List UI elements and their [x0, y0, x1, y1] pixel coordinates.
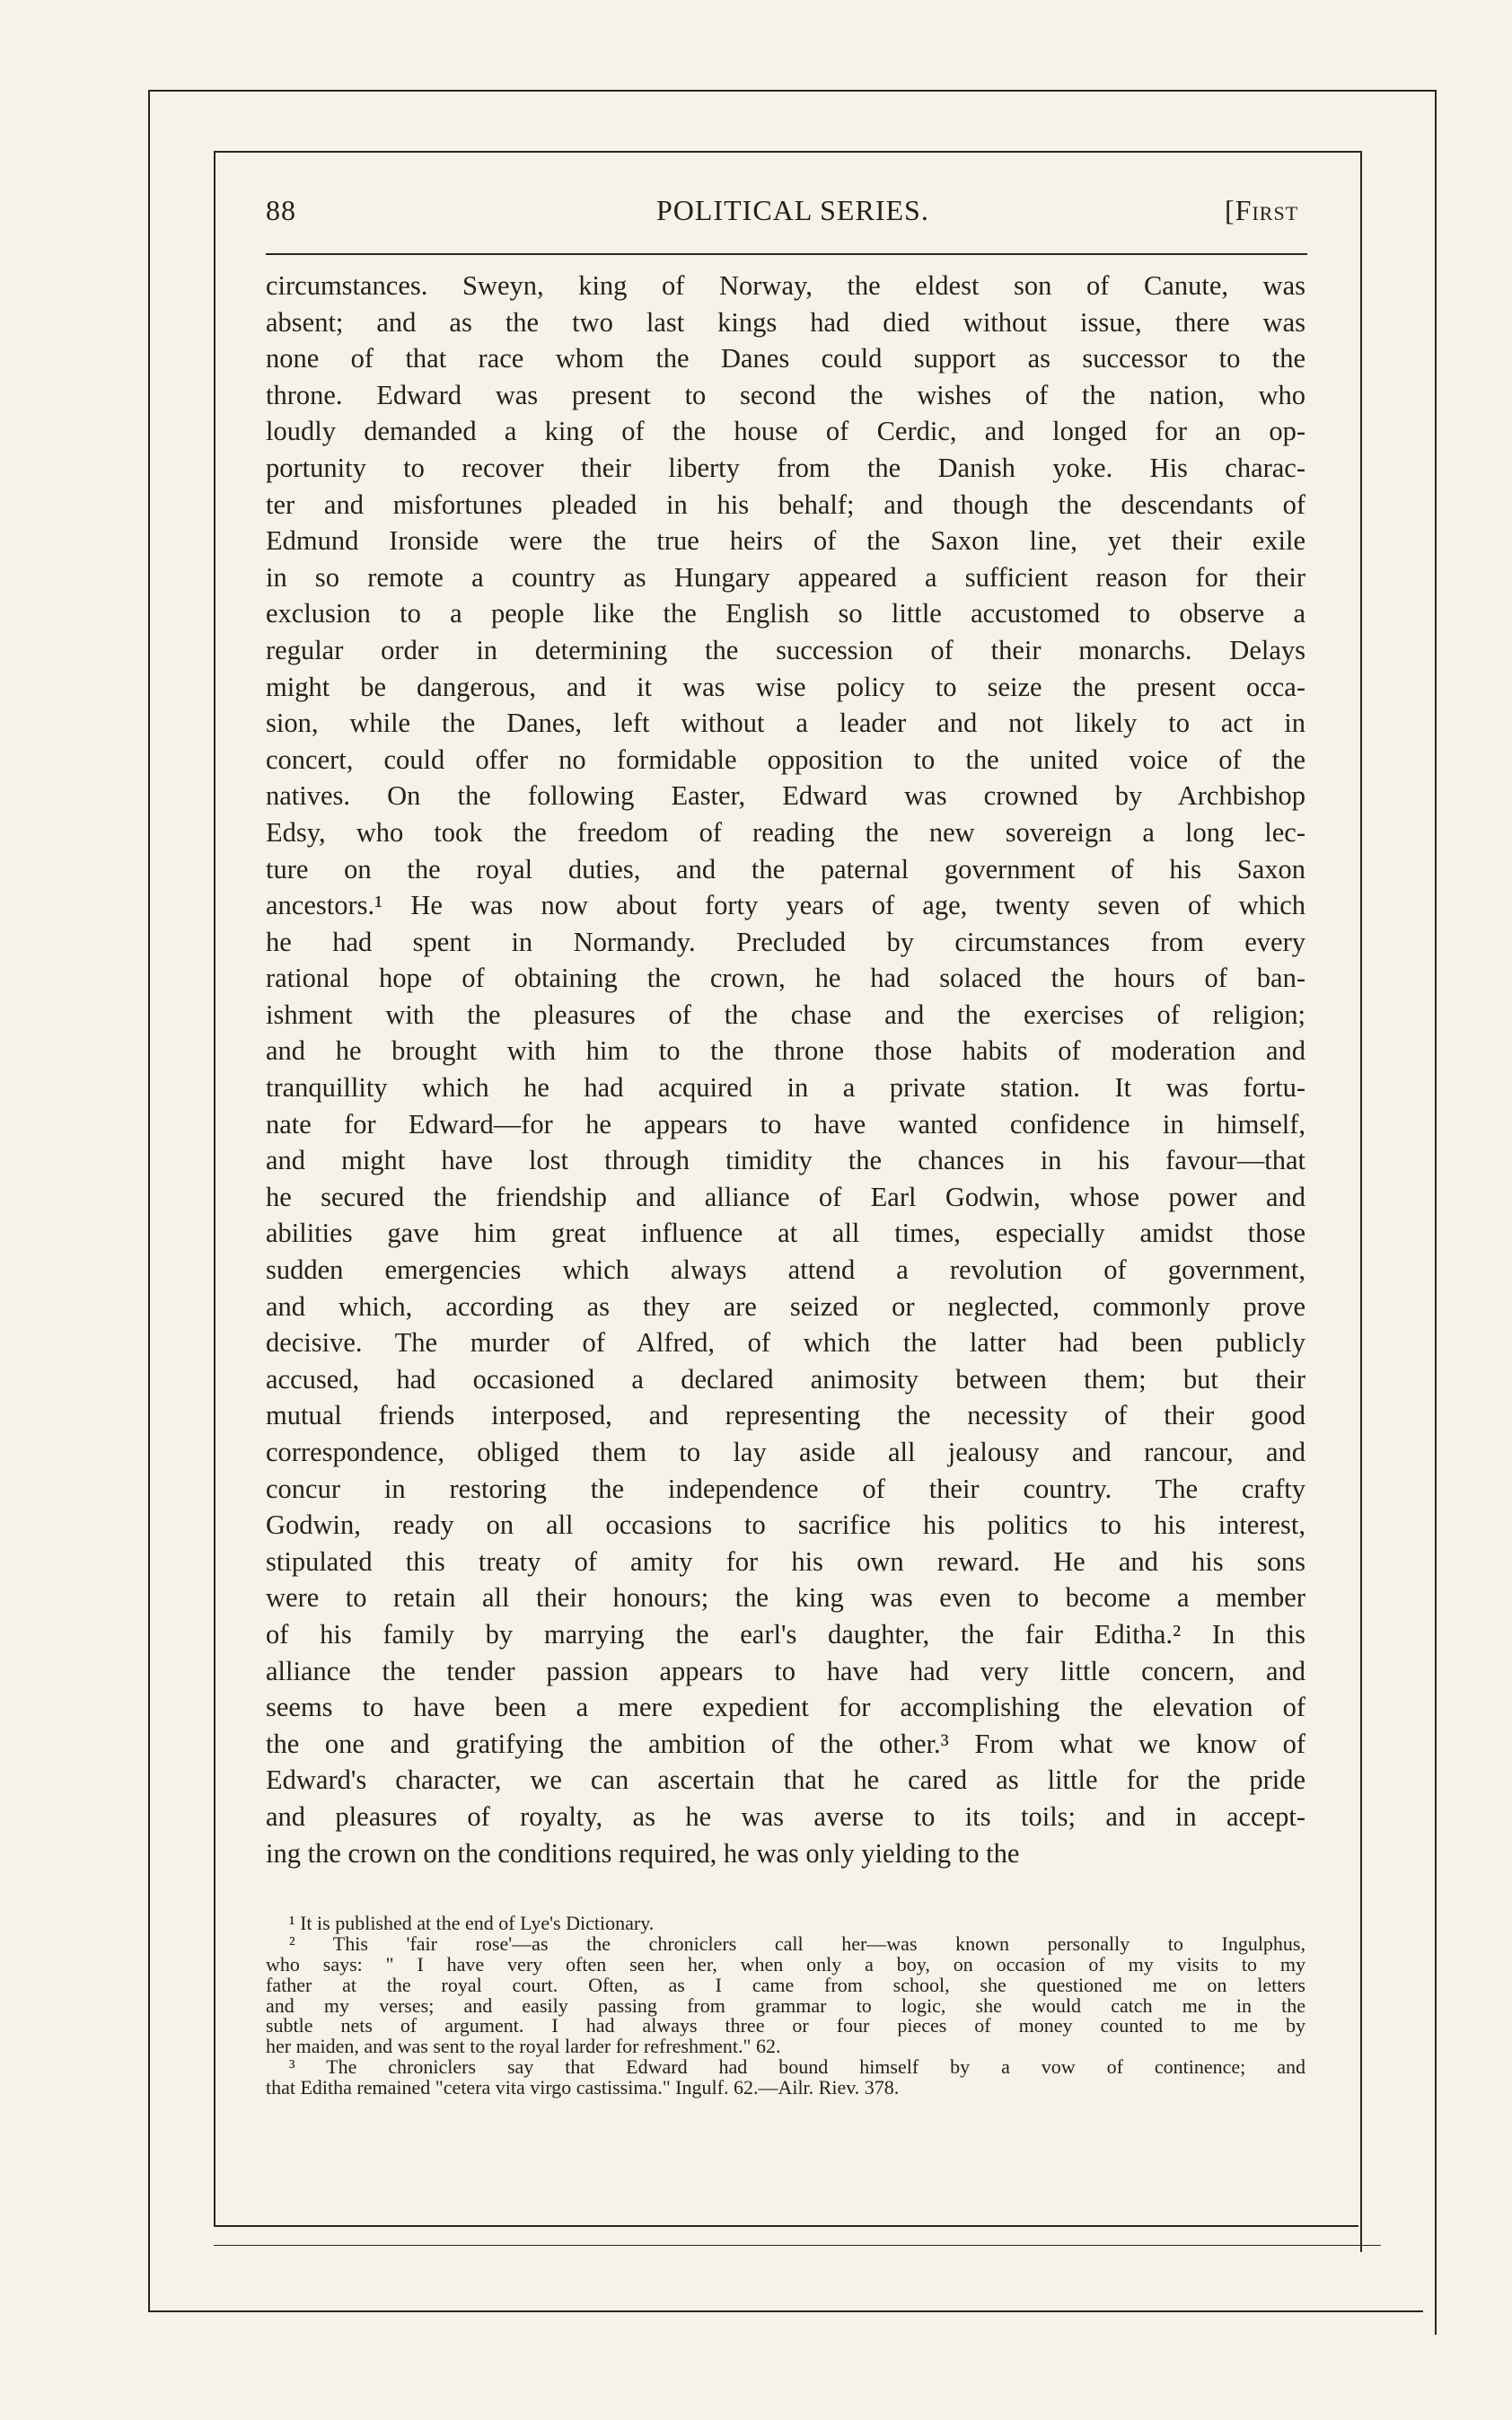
text-line: alliance the tender passion appears to have had very little concern, and	[266, 1655, 1305, 1686]
text-line: portunity to recover their liberty from the Danish yoke. His charac-	[266, 452, 1305, 483]
page-number: 88	[266, 194, 296, 226]
text-line: might be dangerous, and it was wise policy to seize the present occa-	[266, 671, 1305, 702]
outer-frame-right	[1435, 90, 1437, 2335]
text-line: he secured the friendship and alliance of Earl Godwin, whose power and	[266, 1181, 1305, 1212]
text-line: mutual friends interposed, and representing the necessity of their good	[266, 1400, 1305, 1431]
text-line: concur in restoring the independence of their country. The crafty	[266, 1473, 1305, 1504]
text-line: ing the crown on the conditions required, he was only yielding to the	[266, 1837, 1020, 1869]
text-line: circumstances. Sweyn, king of Norway, the eldest son of Canute, was	[266, 270, 1305, 301]
inner-frame-top	[215, 151, 1360, 153]
text-line: accused, had occasioned a declared animosity between them; but their	[266, 1363, 1305, 1395]
text-line: concert, could offer no formidable opposition to the united voice of the	[266, 744, 1305, 775]
text-line: stipulated this treaty of amity for his own reward. He and his sons	[266, 1545, 1305, 1577]
footnote-line: father at the royal court. Often, as I came from school, she questioned me on letters	[266, 1973, 1305, 1996]
page-header	[266, 194, 1343, 239]
text-line: Edmund Ironside were the true heirs of the Saxon line, yet their exile	[266, 525, 1305, 557]
text-line: ishment with the pleasures of the chase and the exercises of religion;	[266, 999, 1305, 1030]
text-line: exclusion to a people like the English so little accustomed to observe a	[266, 598, 1305, 629]
text-line: and might have lost through timidity the chances in his favour—that	[266, 1145, 1305, 1176]
text-line: ancestors.¹ He was now about forty years of age, twenty seven of which	[266, 890, 1305, 921]
text-line: and he brought with him to the throne those habits of moderation and	[266, 1035, 1305, 1067]
outer-frame-bottom	[148, 2310, 1423, 2312]
text-line: sudden emergencies which always attend a revolution of government,	[266, 1254, 1305, 1286]
text-line: none of that race whom the Danes could support as successor to the	[266, 343, 1305, 374]
text-line: regular order in determining the succession of their monarchs. Delays	[266, 634, 1305, 665]
inner-frame-left	[214, 151, 215, 2225]
footnote-line: her maiden, and was sent to the royal larder for refreshment." 62.	[266, 2035, 781, 2058]
inner-frame-bottom-rule	[214, 2245, 1381, 2246]
footnote-line: that Editha remained "cetera vita virgo castissima." Ingulf. 62.—Ailr. Riev. 378.	[266, 2076, 900, 2099]
text-line: abilities gave him great influence at all times, especially amidst those	[266, 1218, 1305, 1249]
text-line: correspondence, obliged them to lay aside all jealousy and rancour, and	[266, 1437, 1305, 1467]
text-line: Edward's character, we can ascertain that he cared as little for the pride	[266, 1764, 1305, 1796]
text-line: sion, while the Danes, left without a leader and not likely to act in	[266, 708, 1305, 739]
text-line: Edsy, who took the freedom of reading the new sovereign a long lec-	[266, 816, 1305, 848]
text-line: loudly demanded a king of the house of Cerdic, and longed for an op-	[266, 416, 1305, 447]
text-line: were to retain all their honours; the king was even to become a member	[266, 1582, 1305, 1614]
footnote-line: who says: " I have very often seen her, when only a boy, on occasion of my visits to my	[266, 1952, 1305, 1976]
text-line: nate for Edward—for he appears to have wanted confidence in himself,	[266, 1108, 1305, 1140]
text-line: the one and gratifying the ambition of the other.³ From what we know of	[266, 1728, 1305, 1759]
text-line: tranquillity which he had acquired in a private station. It was fortu-	[266, 1072, 1305, 1104]
text-line: and which, according as they are seized or neglected, commonly prove	[266, 1290, 1305, 1322]
footnote-line: ¹ It is published at the end of Lye's Dictionary.	[289, 1912, 655, 1934]
text-line: Godwin, ready on all occasions to sacrifice his politics to his interest,	[266, 1509, 1305, 1541]
text-line: absent; and as the two last kings had died without issue, there was	[266, 306, 1305, 338]
text-line: in so remote a country as Hungary appeared a sufficient reason for their	[266, 561, 1305, 593]
footnote-line: subtle nets of argument. I had always three or four pieces of money counted to me by	[266, 2014, 1305, 2037]
outer-frame-top	[148, 90, 1437, 92]
outer-frame-left	[148, 90, 150, 2312]
inner-frame-right	[1360, 151, 1362, 2252]
header-rule	[266, 253, 1307, 255]
text-line: of his family by marrying the earl's daughter, the fair Editha.² In this	[266, 1618, 1305, 1650]
inner-frame-bottom	[214, 2225, 1358, 2227]
text-line: and pleasures of royalty, as he was averse to its toils; and in accept-	[266, 1800, 1305, 1832]
footnotes	[266, 1914, 1305, 2099]
text-line: rational hope of obtaining the crown, he had solaced the hours of ban-	[266, 963, 1305, 994]
footnote-line: ³ The chroniclers say that Edward had bound himself by a vow of continence; and	[289, 2055, 1305, 2079]
text-line: throne. Edward was present to second the wishes of the nation, who	[266, 379, 1305, 410]
body-text	[266, 268, 1305, 1871]
text-line: he had spent in Normandy. Precluded by circumstances from every	[266, 926, 1305, 957]
text-line: ture on the royal duties, and the paternal government of his Saxon	[266, 853, 1305, 884]
text-line: natives. On the following Easter, Edward was crowned by Archbishop	[266, 780, 1305, 812]
running-title: POLITICAL SERIES.	[656, 194, 929, 226]
section-mark: [First	[1225, 194, 1299, 226]
text-line: decisive. The murder of Alfred, of which the latter had been publicly	[266, 1327, 1305, 1359]
footnote-line: ² This 'fair rose'—as the chroniclers call her—was known personally to Ingulphus,	[289, 1932, 1305, 1955]
text-line: seems to have been a mere expedient for accomplishing the elevation of	[266, 1692, 1305, 1723]
text-line: ter and misfortunes pleaded in his behalf; and though the descendants of	[266, 488, 1305, 520]
footnote-line: and my verses; and easily passing from grammar to logic, she would catch me in the	[266, 1993, 1305, 2017]
